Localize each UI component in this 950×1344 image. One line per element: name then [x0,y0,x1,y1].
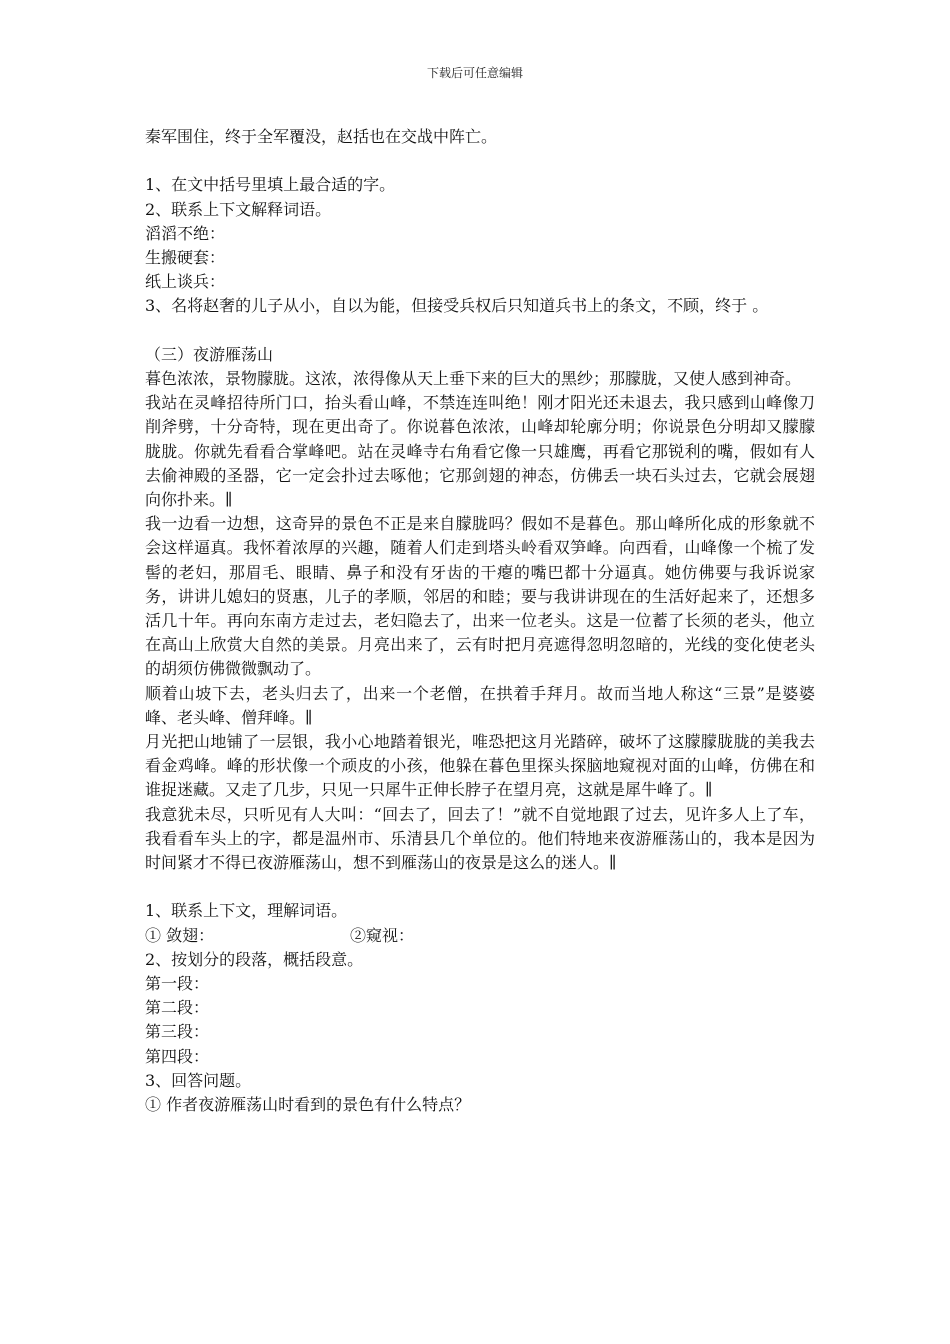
question-2: 2、联系上下文解释词语。 [145,199,332,219]
paragraph-4: 顺着山坡下去，老头归去了，出来一个老僧，在拱着手拜月。故而当地人称这“三景”是婆婆峰、老头峰、僧拜峰。∥ [145,683,815,727]
paragraph-2: 我站在灵峰招待所门口，抬头看山峰，不禁连连叫绝！刚才阳光还未退去，我只感到山峰像刀削斧劈，十分奇特，现在更出奇了。你说暮色浓浓，山峰却轮廓分明；你说景色分明却又朦朦胧胧。你就先看看合掌峰吧。站在灵峰寺右角看它像一只雄鹰，再看它那锐利的嘴，假如有人去偷神殿的圣器，它一定会扑过去啄他；它那剑翅的神态，仿佛丢一块石头过去，它就会展翅向你扑来。∥ [145,393,815,510]
exercise-3: 3、回答问题。 [145,1070,252,1090]
exercise-3-question-1: ① 作者夜游雁荡山时看到的景色有什么特点？ [145,1095,471,1115]
spacer [145,149,815,173]
exercise-2: 2、按划分的段落，概括段意。 [145,949,364,969]
exercise-1-terms [145,924,815,948]
paragraph-6: 我意犹未尽，只听见有人大叫：“回去了，回去了！”就不自觉地跟了过去，见许多人上了车，我看看车头上的字，都是温州市、乐清县几个单位的。他们特地来夜游雁荡山的，我本是因为时间紧才不得已夜游雁荡山，想不到雁荡山的夜景是这么的迷人。∥ [145,804,815,873]
exercise-1: 1、联系上下文，理解词语。 [145,901,348,921]
paragraph-summary-1: 第一段： [145,974,210,994]
question-1: 1、在文中括号里填上最合适的字。 [145,175,396,195]
document-body [145,125,815,1117]
paragraph-5: 月光把山地铺了一层银，我小心地踏着银光，唯恐把这月光踏碎，破坏了这朦朦胧胧的美我去看金鸡峰。峰的形状像一个顽皮的小孩，他躲在暮色里探头探脑地窥视对面的山峰，仿佛在和谁捉迷藏。又走了几步，只见一只犀牛正伸长脖子在望月亮，这就是犀牛峰了。∥ [145,732,815,800]
spacer [145,875,815,899]
paragraph-3: 我一边看一边想，这奇异的景色不正是来自朦胧吗？假如不是暮色。那山峰所化成的形象就不会这样逼真。我怀着浓厚的兴趣，随着人们走到塔头岭看双笋峰。向西看，山峰像一个梳了发髻的老妇，那眉毛、眼睛、鼻子和没有牙齿的干瘪的嘴巴都十分逼真。她仿佛要与我诉说家务，讲讲儿媳妇的贤惠，儿子的孝顺，邻居的和睦；要与我讲讲现在的生活好起来了，还想多活几十年。再向东南方走过去，老妇隐去了，出来一位老头。这是一位蓄了长须的老头，他立在高山上欣赏大自然的美景。月亮出来了，云有时把月亮遮得忽明忽暗的，光线的变化使老头的胡须仿佛微微飘动了。 [145,514,815,679]
paragraph-summary-4: 第四段： [145,1046,210,1066]
term-kuishi: ②窥视： [350,925,415,945]
term-zhishang-tanbing: 纸上谈兵： [145,272,226,292]
term-lianchi: ① 敛翅： [145,925,215,945]
section-title: （三）夜游雁荡山 [145,344,274,364]
term-shengban-yingtao: 生搬硬套： [145,248,226,267]
spacer [145,319,815,343]
paragraph-summary-2: 第二段： [145,998,210,1018]
term-taotao-bujue: 滔滔不绝： [145,223,226,243]
previous-passage-tail: 秦军围住，终于全军覆没，赵括也在交战中阵亡。 [145,127,498,146]
paragraph-summary-3: 第三段： [145,1022,210,1042]
question-3: 3、名将赵奢的儿子从小，自以为能，但接受兵权后只知道兵书上的条文，不顾，终于 。 [145,296,769,316]
page-header: 下载后可任意编辑 [426,66,523,80]
paragraph-1: 暮色浓浓，景物朦胧。这浓，浓得像从天上垂下来的巨大的黑纱；那朦胧，又使人感到神奇。 [145,369,802,388]
